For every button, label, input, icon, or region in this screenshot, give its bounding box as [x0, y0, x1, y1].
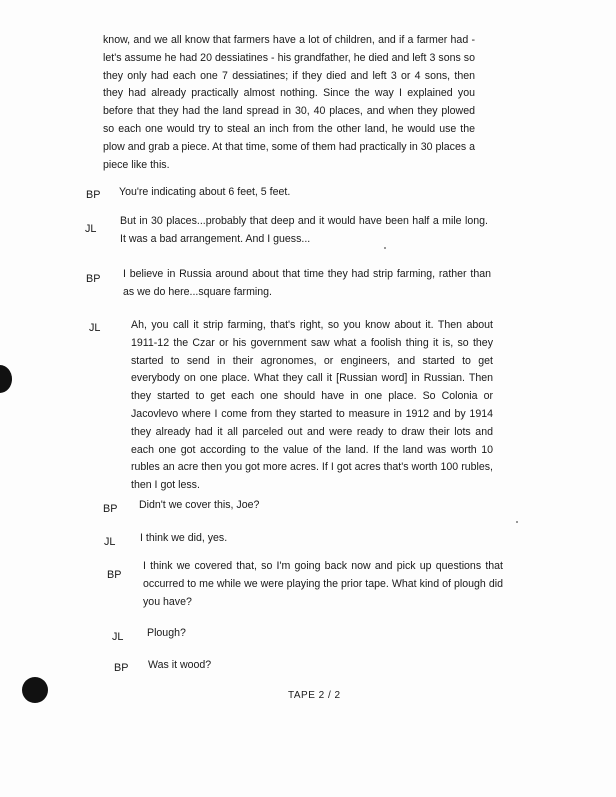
- page-footer: TAPE 2 / 2: [288, 690, 341, 701]
- speaker-label: JL: [112, 631, 124, 643]
- punch-hole-bottom: [22, 677, 48, 703]
- punch-hole-top: [0, 365, 12, 393]
- speech-text: Plough?: [147, 627, 186, 639]
- speaker-label: BP: [114, 662, 129, 674]
- speech-text: I think we covered that, so I'm going back now and pick up questions that occurred to me while we were playing the prior tape. What kind of plough did you have?: [143, 560, 503, 608]
- speech-text: I think we did, yes.: [140, 532, 228, 544]
- speech-text: But in 30 places...probably that deep and it would have been half a mile long. It was a bad arrangement. And I guess...: [120, 215, 488, 245]
- speech-text: Didn't we cover this, Joe?: [139, 499, 260, 511]
- speaker-label: BP: [103, 503, 118, 515]
- speech-text: You're indicating about 6 feet, 5 feet.: [119, 186, 291, 198]
- scan-speck: [516, 521, 518, 523]
- speaker-label: JL: [104, 536, 116, 548]
- speaker-label: BP: [86, 273, 101, 285]
- speaker-label: BP: [107, 569, 122, 581]
- speaker-label: JL: [89, 322, 101, 334]
- speaker-label: JL: [85, 223, 97, 235]
- speech-text: I believe in Russia around about that time they had strip farming, rather than as we do here...square farming.: [123, 268, 491, 298]
- speech-text: Ah, you call it strip farming, that's right, so you know about it. Then about 1911-12 the Czar or his government saw what a foolish thing it is, so they started to send in their agronomes, or engineers, and started to get everybody on one place. What they call it [Russian word] in Russian. Then they started to get each one should have in one place. So Colonia or Jacovlevo where I come from they started to measure in 1912 and by 1914 they already had it all parceled out and were ready to draw their lots and each one got according to the value of the land. If the land was worth 10 rubles an acre then you got more acres. If I got acres that's worth 100 rubles, then I got less.: [131, 319, 493, 492]
- speaker-label: BP: [86, 189, 101, 201]
- speech-text: Was it wood?: [148, 659, 212, 671]
- intro-paragraph: know, and we all know that farmers have a lot of children, and if a farmer had - let's assume he had 20 dessiatines - his grandfather, he died and left 3 sons so they only had each one 7 dessiatines; if they died and left 3 or 4 sons, then they had already practically almost nothing. Since the way I explained you before that they had the land spread in 30, 40 places, and when they plowed so each one would try to steal an inch from the other land, he would use the plow and grab a piece. At that time, some of them had practically in 30 places a piece like this.: [103, 34, 475, 171]
